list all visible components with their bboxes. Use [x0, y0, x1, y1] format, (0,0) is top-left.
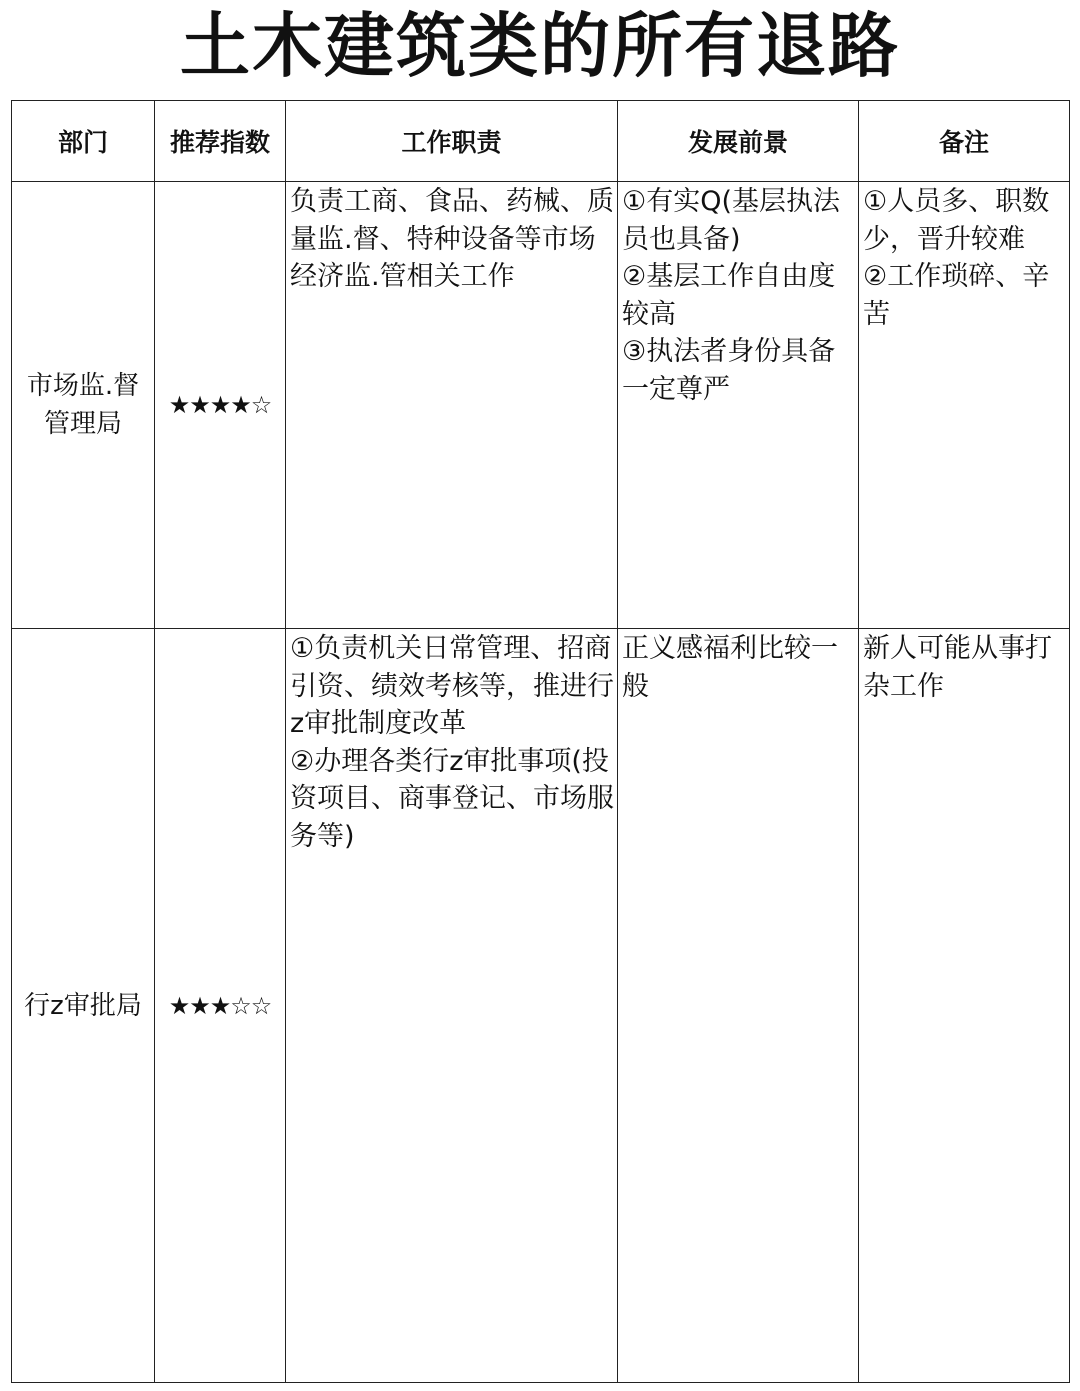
duties-cell: 负责工商、食品、药械、质量监.督、特种设备等市场经济监.管相关工作 — [286, 182, 618, 629]
header-duties: 工作职责 — [286, 101, 618, 182]
star-rating: ★★★★☆ — [168, 391, 272, 419]
header-notes: 备注 — [859, 101, 1070, 182]
department-name: 行z审批局 — [24, 990, 142, 1021]
prospects-cell: 正义感福利比较一般 — [618, 629, 859, 1383]
rating-cell — [155, 182, 286, 629]
table-row — [12, 629, 1070, 1383]
department-name: 市场监.督 管理局 — [26, 371, 140, 439]
star-rating: ★★★☆☆ — [168, 991, 272, 1020]
header-rating: 推荐指数 — [155, 101, 286, 182]
rating-cell — [155, 629, 286, 1383]
duties-cell: ①负责机关日常管理、招商引资、绩效考核等，推进行z审批制度改革 ②办理各类行z审批事项(投资项目、商事登记、市场服务等) — [286, 629, 618, 1383]
header-prospects: 发展前景 — [618, 101, 859, 182]
table-header-row — [12, 101, 1070, 182]
career-table — [11, 100, 1070, 1383]
table-row — [12, 182, 1070, 629]
prospects-cell: ①有实Q(基层执法员也具备) ②基层工作自由度较高 ③执法者身份具备一定尊严 — [618, 182, 859, 629]
header-department: 部门 — [12, 101, 155, 182]
department-cell — [12, 182, 155, 629]
notes-cell: 新人可能从事打杂工作 — [859, 629, 1070, 1383]
department-cell — [12, 629, 155, 1383]
page-title: 土木建筑类的所有退路 — [180, 5, 900, 87]
notes-cell: ①人员多、职数少，晋升较难 ②工作琐碎、辛苦 — [859, 182, 1070, 629]
